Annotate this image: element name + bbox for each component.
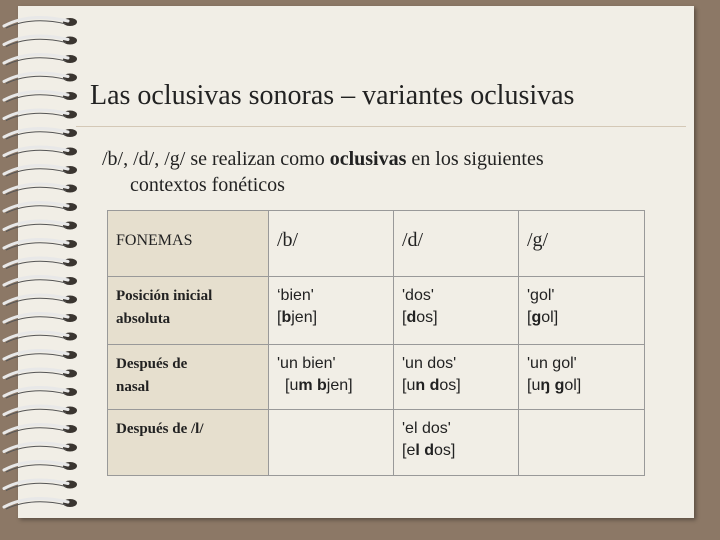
example-transcription — [402, 307, 512, 329]
row-label-text: Posición inicial — [116, 288, 213, 304]
binding-ring — [4, 350, 77, 361]
binding-ring — [4, 239, 77, 250]
binding-ring — [4, 54, 77, 65]
text-segment: ol] — [541, 309, 559, 326]
example-cell — [519, 345, 645, 410]
row-label-cell — [108, 410, 269, 476]
example-orthographic — [402, 285, 512, 307]
example-cell — [519, 277, 645, 345]
text-segment: ol] — [564, 377, 582, 394]
text-segment: 'un dos' — [402, 355, 457, 372]
row-label-cell — [108, 277, 269, 345]
example-orthographic — [402, 353, 512, 375]
example-cell — [394, 345, 519, 410]
table-header-row — [108, 211, 645, 277]
example-orthographic — [277, 285, 387, 307]
text-segment: jen] — [291, 309, 318, 326]
slide-title: Las oclusivas sonoras – variantes oclusivas — [90, 80, 575, 111]
text-segment: [u — [285, 377, 299, 394]
binding-ring — [4, 295, 77, 306]
binding-ring — [4, 332, 77, 343]
header-cell-phoneme: /b/ — [269, 211, 394, 277]
binding-ring — [4, 406, 77, 417]
text-segment: os] — [434, 442, 456, 459]
binding-ring — [4, 443, 77, 454]
bold-segment: b — [281, 309, 292, 326]
bold-segment: ŋ g — [540, 377, 565, 394]
row-label-cell — [108, 345, 269, 410]
table-row — [108, 277, 645, 345]
binding-ring — [4, 221, 77, 232]
row-label-text: nasal — [116, 379, 150, 395]
table-row — [108, 345, 645, 410]
text-segment: ‘bien' — [277, 287, 314, 304]
example-orthographic — [527, 353, 638, 375]
binding-ring — [4, 128, 77, 139]
example-transcription — [402, 440, 512, 462]
text-segment: 'dos' — [402, 287, 434, 304]
bold-segment: l d — [415, 442, 435, 459]
example-transcription — [277, 307, 387, 329]
example-transcription — [527, 375, 638, 397]
binding-ring — [4, 17, 77, 28]
text-segment: [e — [402, 442, 416, 459]
title-divider — [76, 126, 686, 127]
intro-text-after: en los siguientes — [406, 148, 544, 170]
binding-ring — [4, 480, 77, 491]
binding-ring — [4, 276, 77, 287]
intro-text-line2: contextos fonéticos — [130, 174, 285, 196]
text-segment: [ — [527, 309, 532, 326]
bold-segment: n d — [415, 377, 440, 394]
text-segment: 'un gol' — [527, 355, 577, 372]
binding-ring — [4, 313, 77, 324]
example-cell — [394, 410, 519, 476]
spiral-binding — [0, 0, 90, 540]
text-segment: os] — [439, 377, 461, 394]
text-segment: jen] — [326, 377, 353, 394]
text-segment: 'un bien' — [277, 355, 336, 372]
binding-ring — [4, 36, 77, 47]
example-orthographic — [402, 418, 512, 440]
header-cell-fonemas: FONEMAS — [108, 211, 269, 277]
example-cell — [519, 410, 645, 476]
binding-ring — [4, 258, 77, 269]
example-cell — [269, 345, 394, 410]
binding-ring — [4, 202, 77, 213]
binding-ring — [4, 184, 77, 195]
bold-segment: g — [531, 309, 542, 326]
phoneme-table — [107, 210, 645, 476]
row-label-text: Después de — [116, 356, 188, 372]
example-transcription — [527, 307, 638, 329]
example-transcription — [277, 375, 387, 397]
text-segment: 'el dos' — [402, 420, 451, 437]
text-segment: os] — [416, 309, 438, 326]
binding-ring — [4, 91, 77, 102]
intro-bold-term: oclusivas — [329, 148, 407, 170]
text-segment: [ — [402, 309, 407, 326]
example-cell — [394, 277, 519, 345]
binding-ring — [4, 369, 77, 380]
example-cell — [269, 277, 394, 345]
binding-ring — [4, 73, 77, 84]
intro-text-before: /b/, /d/, /g/ se realizan como — [102, 148, 330, 170]
binding-ring — [4, 110, 77, 121]
bold-segment: m b — [298, 377, 327, 394]
header-cell-phoneme: /d/ — [394, 211, 519, 277]
binding-ring — [4, 461, 77, 472]
header-cell-phoneme: /g/ — [519, 211, 645, 277]
text-segment: [u — [402, 377, 416, 394]
text-segment: 'gol' — [527, 287, 555, 304]
row-label-text: absoluta — [116, 311, 171, 327]
example-orthographic — [277, 353, 387, 375]
text-segment: [u — [527, 377, 541, 394]
row-label-text: Después de /l/ — [116, 421, 204, 437]
bold-segment: d — [406, 309, 417, 326]
binding-ring — [4, 147, 77, 158]
table-row — [108, 410, 645, 476]
example-orthographic — [527, 285, 638, 307]
intro-paragraph — [102, 146, 662, 198]
binding-ring — [4, 498, 77, 509]
example-transcription — [402, 375, 512, 397]
binding-ring — [4, 387, 77, 398]
example-cell — [269, 410, 394, 476]
binding-ring — [4, 165, 77, 176]
binding-ring — [4, 424, 77, 435]
text-segment: [ — [277, 309, 282, 326]
